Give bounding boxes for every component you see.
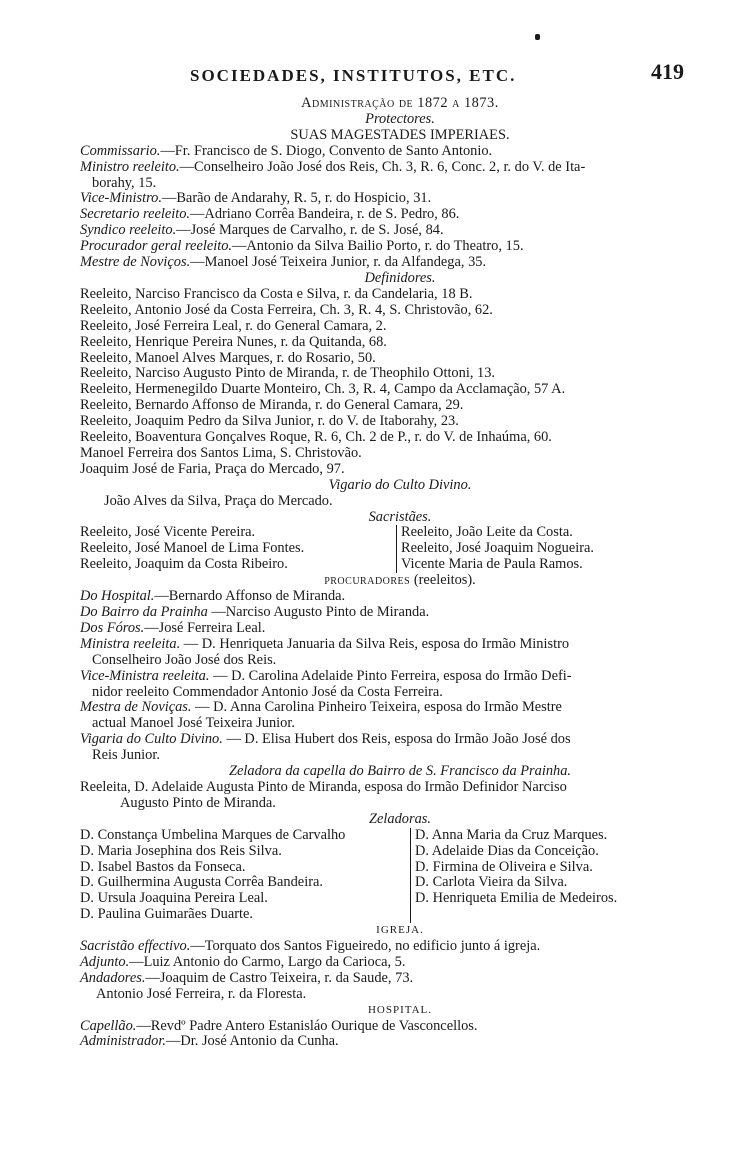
zeladoras-right-column — [410, 828, 617, 923]
ministra-continuation: Conselheiro João José dos Reis. — [92, 651, 277, 668]
procuradores-heading-label: procuradores — [324, 572, 411, 589]
definidor-entry: Reeleito, Boaventura Gonçalves Roque, R. 6, Ch. 2 de P., r. do V. de Inhaúma, 60. — [80, 429, 552, 446]
definidor-entry: Reeleito, José Ferreira Leal, r. do General Camara, 2. — [80, 317, 387, 334]
igreja-role: Sacristão effectivo. — [80, 938, 191, 955]
officers-list — [80, 144, 720, 271]
page-content — [80, 96, 720, 1050]
officer-role: Procurador geral reeleito. — [80, 238, 233, 255]
officer-text: —Barão de Andarahy, R. 5, r. do Hospicio, 31. — [161, 190, 432, 207]
ministra-role: Ministra reeleita. — [80, 635, 181, 652]
definidor-entry: Reeleito, Bernardo Affonso de Miranda, r. do General Camara, 29. — [80, 397, 464, 414]
zeladora-entry: D. Constança Umbelina Marques de Carvalho — [80, 826, 346, 843]
sacristao-entry: Reeleito, Joaquim da Costa Ribeiro. — [80, 556, 288, 573]
sacristao-entry: Reeleito, José Manoel de Lima Fontes. — [80, 540, 305, 557]
procuradores-list — [80, 589, 720, 637]
officer-text: —Conselheiro João José dos Reis, Ch. 3, R. 6, Conc. 2, r. do V. de Ita- — [179, 158, 586, 175]
hospital-list — [80, 1019, 720, 1051]
sacristao-entry: Reeleito, João Leite da Costa. — [401, 524, 573, 541]
officer-role: Vice-Ministro. — [80, 190, 162, 207]
zeladora-prainha-text: Reeleita, D. Adelaide Augusta Pinto de Miranda, esposa do Irmão Definidor Narciso — [80, 778, 567, 795]
procurador-text: —José Ferreira Leal. — [144, 619, 266, 636]
definidor-entry: Reeleito, Narciso Francisco da Costa e Silva, r. da Candelaria, 18 B. — [80, 285, 473, 302]
definidor-entry: Reeleito, Antonio José da Costa Ferreira, Ch. 3, R. 4, S. Christovão, 62. — [80, 301, 493, 318]
officer-text: —Antonio da Silva Bailio Porto, r. do Theatro, 15. — [232, 238, 524, 255]
procurador-text: —Narciso Augusto Pinto de Miranda. — [207, 604, 430, 620]
page-number: 419 — [651, 59, 684, 84]
officer-entry — [80, 255, 720, 271]
procurador-role: Do Bairro da Prainha — [80, 604, 208, 620]
procurador-entry — [80, 605, 720, 621]
procurador-entry — [80, 621, 720, 637]
definidor-entry: Reeleito, Hermenegildo Duarte Monteiro, Ch. 3, R. 4, Campo da Acclamação, 57 A. — [80, 381, 566, 398]
officer-continuation: borahy, 15. — [92, 174, 157, 191]
officer-entry — [80, 207, 720, 223]
ministra-continuation: nidor reeleito Commendador Antonio José da Costa Ferreira. — [92, 683, 443, 700]
zeladora-prainha-continuation: Augusto Pinto de Miranda. — [120, 794, 276, 811]
zeladora-entry: D. Carlota Vieira da Silva. — [415, 874, 568, 891]
hospital-role: Capellão. — [80, 1017, 137, 1034]
sacristaes-heading: Sacristães. — [368, 508, 432, 525]
procurador-role: Do Hospital. — [80, 588, 155, 605]
page-header — [0, 59, 747, 92]
igreja-heading: IGREJA. — [376, 924, 424, 937]
ministra-text: — D. Elisa Hubert dos Reis, esposa do Irmão João José dos — [222, 731, 571, 748]
igreja-entry — [80, 971, 720, 987]
ministra-entry — [80, 732, 720, 748]
zeladoras-columns — [80, 828, 720, 923]
ink-mark — [535, 34, 540, 40]
zeladora-entry: D. Firmina de Oliveira e Silva. — [415, 858, 593, 875]
hospital-entry — [80, 1034, 720, 1050]
zeladora-entry: D. Ursula Joaquina Pereira Leal. — [80, 890, 268, 907]
ministra-text: — D. Anna Carolina Pinheiro Teixeira, esposa do Irmão Mestre — [191, 699, 562, 716]
definidor-entry: Joaquim José de Faria, Praça do Mercado, 97. — [80, 460, 345, 477]
officer-text: —Manoel José Teixeira Junior, r. da Alfandega, 35. — [190, 254, 487, 271]
administration-heading: Administração de 1872 a 1873. — [301, 95, 499, 111]
zeladoras-left-column — [80, 828, 410, 923]
ministra-entry — [80, 637, 720, 653]
procurador-role: Dos Fóros. — [80, 619, 145, 636]
zeladora-entry: D. Paulina Guimarães Duarte. — [80, 906, 254, 923]
officer-entry — [80, 223, 720, 239]
zeladora-entry: D. Anna Maria da Cruz Marques. — [415, 826, 608, 843]
vigario-heading: Vigario do Culto Divino. — [328, 476, 472, 493]
ministra-text: — D. Carolina Adelaide Pinto Ferreira, esposa do Irmão Defi- — [209, 667, 572, 684]
officer-entry — [80, 160, 720, 176]
sacristao-entry: Reeleito, José Vicente Pereira. — [80, 524, 256, 541]
sacristaes-right-column — [396, 525, 594, 573]
igreja-extra: Antonio José Ferreira, r. da Floresta. — [96, 985, 307, 1002]
definidor-entry: Manoel Ferreira dos Santos Lima, S. Christovão. — [80, 444, 362, 461]
procurador-text: —Bernardo Affonso de Miranda. — [154, 588, 346, 605]
running-title: SOCIEDADES, INSTITUTOS, ETC. — [190, 66, 517, 85]
protectors-name: SUAS MAGESTADES IMPERIAES. — [290, 126, 510, 143]
ministra-role: Vice-Ministra reeleita. — [80, 667, 210, 684]
ministra-continuation: Reis Junior. — [92, 747, 160, 764]
officer-text: —Adriano Corrêa Bandeira, r. de S. Pedro, 86. — [190, 206, 460, 223]
officer-text: —Fr. Francisco de S. Diogo, Convento de Santo Antonio. — [160, 142, 493, 159]
hospital-text: —Dr. José Antonio da Cunha. — [165, 1033, 339, 1050]
officer-role: Syndico reeleito. — [80, 222, 177, 239]
zeladora-entry: D. Adelaide Dias da Conceição. — [415, 842, 599, 859]
definidores-heading: Definidores. — [364, 269, 436, 286]
ministra-text: — D. Henriqueta Januaria da Silva Reis, esposa do Irmão Ministro — [180, 635, 570, 652]
zeladora-prainha-heading: Zeladora da capella do Bairro de S. Francisco da Prainha. — [228, 763, 572, 780]
igreja-entry — [80, 939, 720, 955]
sacristao-entry: Vicente Maria de Paula Ramos. — [401, 556, 583, 573]
vigario-name: João Alves da Silva, Praça do Mercado. — [104, 492, 333, 509]
procurador-entry — [80, 589, 720, 605]
definidor-entry: Reeleito, Joaquim Pedro da Silva Junior, r. do V. de Itaborahy, 23. — [80, 413, 459, 430]
igreja-role: Andadores. — [80, 969, 146, 986]
ministra-entry — [80, 700, 720, 716]
officer-role: Ministro reeleito. — [80, 158, 180, 175]
officer-role: Mestre de Noviços. — [80, 254, 191, 271]
sacristaes-left-column — [80, 525, 396, 573]
sacristao-entry: Reeleito, José Joaquim Nogueira. — [401, 540, 595, 557]
zeladora-entry: D. Isabel Bastos da Fonseca. — [80, 858, 246, 875]
ministra-role: Mestra de Noviças. — [80, 699, 192, 716]
protectors-label: Protectores. — [365, 110, 435, 127]
definidor-entry: Reeleito, Henrique Pereira Nunes, r. da Quitanda, 68. — [80, 333, 387, 350]
procuradores-heading-suffix: (reeleitos). — [413, 572, 476, 589]
igreja-text: —Joaquim de Castro Teixeira, r. da Saude, 73. — [145, 969, 414, 986]
hospital-entry — [80, 1019, 720, 1035]
officer-role: Commissario. — [80, 142, 161, 159]
ministra-continuation: actual Manoel José Teixeira Junior. — [92, 715, 295, 732]
officer-entry — [80, 144, 720, 160]
igreja-list — [80, 939, 720, 1003]
hospital-role: Administrador. — [80, 1033, 166, 1050]
igreja-text: —Torquato dos Santos Figueiredo, no edificio junto á igreja. — [190, 938, 541, 955]
ministras-list — [80, 637, 720, 764]
hospital-heading: HOSPITAL. — [367, 1003, 433, 1016]
sacristaes-columns — [80, 525, 720, 573]
ministra-entry — [80, 669, 720, 685]
zeladora-entry: D. Maria Josephina dos Reis Silva. — [80, 842, 282, 859]
procuradores-heading — [80, 573, 720, 589]
definidor-entry: Reeleito, Manoel Alves Marques, r. do Rosario, 50. — [80, 349, 376, 366]
hospital-text: —Revdº Padre Antero Estanisláo Ourique de Vasconcellos. — [136, 1017, 478, 1034]
definidores-list — [80, 287, 720, 478]
definidor-entry: Reeleito, Narciso Augusto Pinto de Miranda, r. de Theophilo Ottoni, 13. — [80, 365, 496, 382]
zeladora-entry: D. Henriqueta Emilia de Medeiros. — [415, 890, 618, 907]
officer-text: —José Marques de Carvalho, r. de S. José, 84. — [176, 222, 444, 239]
ministra-role: Vigaria do Culto Divino. — [80, 731, 223, 748]
zeladoras-heading: Zeladoras. — [369, 810, 431, 827]
igreja-entry — [80, 955, 720, 971]
igreja-role: Adjunto. — [80, 953, 130, 970]
igreja-text: —Luiz Antonio do Carmo, Largo da Carioca, 5. — [129, 953, 406, 970]
officer-role: Secretario reeleito. — [80, 206, 191, 223]
officer-entry — [80, 239, 720, 255]
zeladora-entry: D. Guilhermina Augusta Corrêa Bandeira. — [80, 874, 323, 891]
officer-entry — [80, 191, 720, 207]
